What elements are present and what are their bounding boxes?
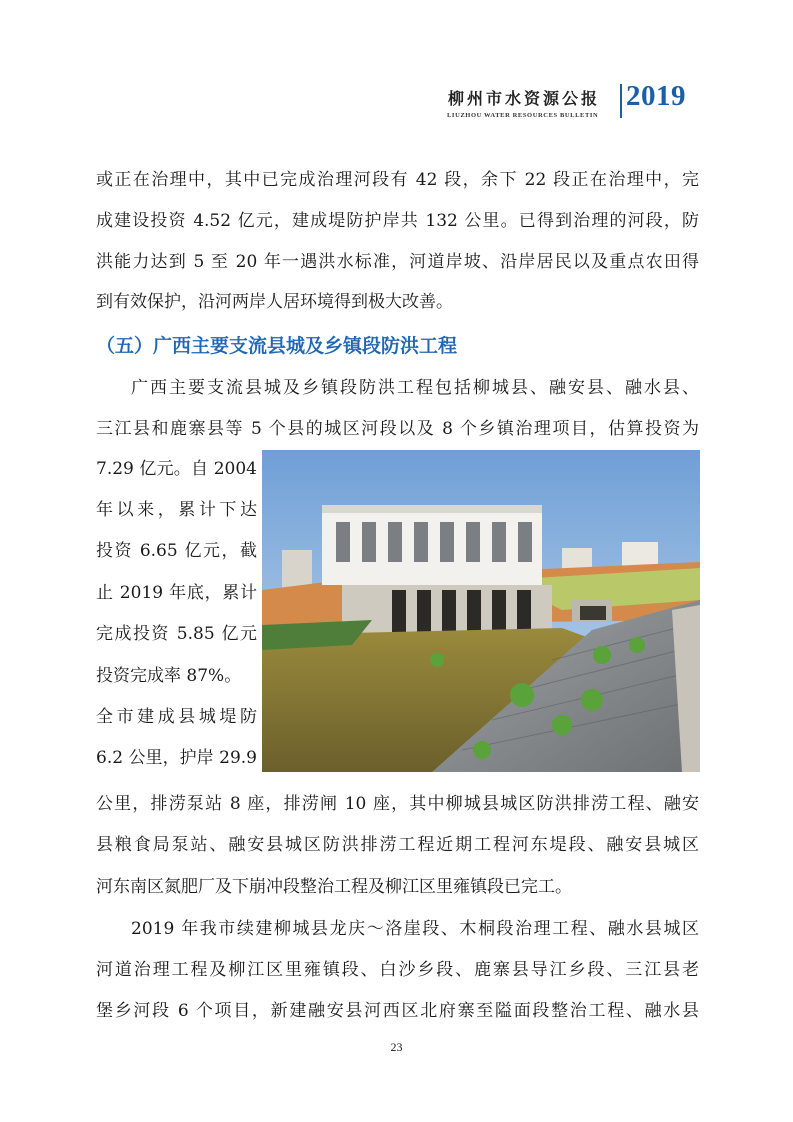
- paragraph1-line: 或正在治理中，其中已完成治理河段有 42 段，余下 22 段正在治理中，完: [96, 170, 699, 190]
- paragraph2-line: 河东南区氮肥厂及下崩冲段整治工程及柳江区里雍镇段已完工。: [96, 877, 572, 897]
- paragraph2-line: 三江县和鹿寨县等 5 个县的城区河段以及 8 个乡镇治理项目，估算投资为: [96, 419, 699, 439]
- bulletin-subtitle: LIUZHOU WATER RESOURCES BULLETIN: [447, 112, 599, 119]
- paragraph2-line: 县粮食局泵站、融安县城区防洪排涝工程近期工程河东堤段、融安县城区: [96, 835, 699, 855]
- paragraph2-wrapped-line: 投资 6.65 亿元，截: [96, 541, 257, 561]
- floodgate-photo: [262, 450, 700, 772]
- paragraph1-line: 到有效保护，沿河两岸人居环境得到极大改善。: [96, 292, 453, 312]
- paragraph2-wrapped-line: 止 2019 年底，累计: [96, 583, 257, 603]
- page-number: 23: [390, 1040, 403, 1054]
- paragraph3-line: 堡乡河段 6 个项目，新建融安县河西区北府寨至隘面段整治工程、融水县: [96, 1001, 699, 1021]
- paragraph2-wrapped-line: 6.2 公里，护岸 29.9: [96, 748, 257, 768]
- paragraph2-wrapped-line: 年以来，累计下达: [96, 500, 257, 520]
- bulletin-year: 2019: [626, 80, 686, 112]
- gate-building: [322, 505, 542, 585]
- paragraph2-line: 广西主要支流县城及乡镇段防洪工程包括柳城县、融安县、融水县、: [131, 378, 699, 398]
- paragraph1-line: 洪能力达到 5 至 20 年一遇洪水标准，河道岸坡、沿岸居民以及重点农田得: [96, 252, 699, 272]
- paragraph2-wrapped-line: 全市建成县城堤防: [96, 707, 257, 727]
- paragraph3-line: 河道治理工程及柳江区里雍镇段、白沙乡段、鹿寨县导江乡段、三江县老: [96, 960, 699, 980]
- paragraph2-wrapped-line: 投资完成率 87%。: [96, 666, 242, 686]
- paragraph2-wrapped-line: 完成投资 5.85 亿元: [96, 624, 257, 644]
- section-heading: （五）广西主要支流县城及乡镇段防洪工程: [96, 335, 458, 357]
- paragraph1-line: 成建设投资 4.52 亿元，建成堤防护岸共 132 公里。已得到治理的河段，防: [96, 211, 699, 231]
- header-divider: [620, 84, 622, 118]
- paragraph3-line: 2019 年我市续建柳城县龙庆～洛崖段、木桐段治理工程、融水县城区: [131, 919, 699, 939]
- bulletin-title: 柳州市水资源公报: [448, 89, 601, 108]
- paragraph2-line: 公里，排涝泵站 8 座，排涝闸 10 座，其中柳城县城区防洪排涝工程、融安: [96, 794, 699, 814]
- paragraph2-wrapped-line: 7.29 亿元。自 2004: [96, 459, 257, 479]
